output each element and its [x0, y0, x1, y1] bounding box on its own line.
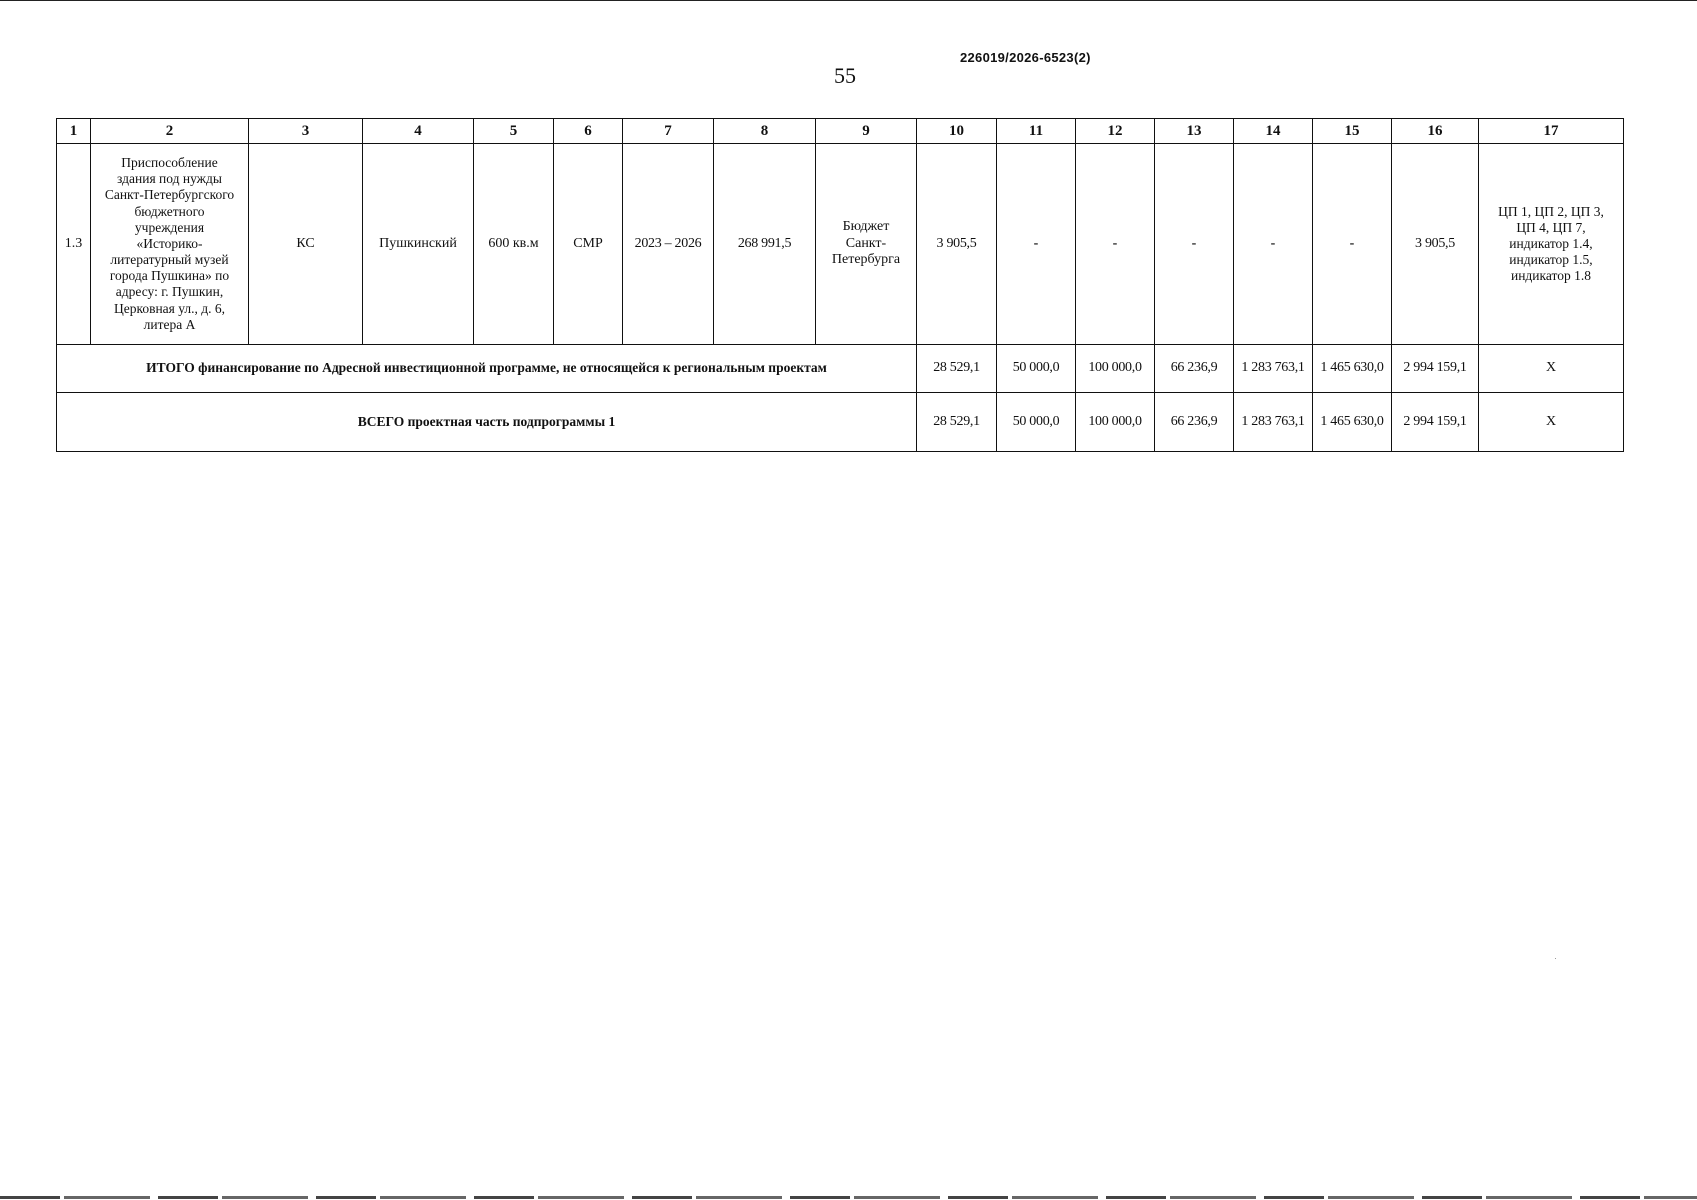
object-name-line: города Пушкина» по	[109, 268, 230, 284]
value-total: 3 905,5	[1392, 144, 1479, 345]
column-number: 13	[1155, 119, 1234, 144]
column-number: 4	[363, 119, 474, 144]
column-number: 15	[1313, 119, 1392, 144]
object-name-line: Церковная ул., д. 6,	[113, 300, 226, 316]
vsego-row	[57, 393, 1624, 452]
object-name-line: учреждения	[134, 219, 205, 235]
column-number: 17	[1479, 119, 1624, 144]
funding-source	[816, 144, 917, 345]
value-col-14: -	[1234, 144, 1313, 345]
object-name-line: бюджетного	[134, 203, 205, 219]
vsego-value: 2 994 159,1	[1392, 393, 1479, 452]
itogo-value: 1 283 763,1	[1234, 345, 1313, 393]
object-name-line: литературный музей	[110, 252, 229, 268]
vsego-label: ВСЕГО проектная часть подпрограммы 1	[57, 393, 917, 452]
column-number: 1	[57, 119, 91, 144]
value-col-11: -	[997, 144, 1076, 345]
funding-source-line: Петербурга	[831, 252, 901, 268]
itogo-value: 50 000,0	[997, 345, 1076, 393]
itogo-value: 2 994 159,1	[1392, 345, 1479, 393]
itogo-label: ИТОГО финансирование по Адресной инвестиционной программе, не относящейся к региональным проектам	[57, 345, 917, 393]
object-name	[91, 144, 249, 345]
table-row	[57, 144, 1624, 345]
object-type: КС	[249, 144, 363, 345]
vsego-value: 28 529,1	[917, 393, 997, 452]
itogo-value: 100 000,0	[1076, 345, 1155, 393]
funding-source-line: Санкт-	[845, 235, 887, 251]
itogo-row	[57, 345, 1624, 393]
document-number: 226019/2026-6523(2)	[960, 50, 1091, 65]
indicator-line: индикатор 1.4,	[1509, 235, 1593, 251]
value-col-15: -	[1313, 144, 1392, 345]
indicator-line: ЦП 4, ЦП 7,	[1516, 219, 1586, 235]
column-number: 7	[623, 119, 714, 144]
scan-speck	[1555, 958, 1556, 959]
indicator-line: индикатор 1.8	[1510, 268, 1591, 284]
object-name-line: адресу: г. Пушкин,	[115, 284, 224, 300]
itogo-value: 1 465 630,0	[1313, 345, 1392, 393]
object-name-line: Приспособление	[121, 154, 218, 170]
column-number-row	[57, 119, 1624, 144]
object-name-line: здания под нужды	[117, 171, 222, 187]
column-number: 5	[474, 119, 554, 144]
vsego-value: 50 000,0	[997, 393, 1076, 452]
column-number: 12	[1076, 119, 1155, 144]
column-number: 2	[91, 119, 249, 144]
page-top-edge	[0, 0, 1697, 1]
vsego-x-mark: Х	[1479, 393, 1624, 452]
estimated-cost: 268 991,5	[714, 144, 816, 345]
column-number: 10	[917, 119, 997, 144]
column-number: 16	[1392, 119, 1479, 144]
itogo-value: 66 236,9	[1155, 345, 1234, 393]
itogo-value: 28 529,1	[917, 345, 997, 393]
column-number: 3	[249, 119, 363, 144]
investment-program-table	[56, 118, 1624, 452]
work-type: СМР	[554, 144, 623, 345]
object-name-line: литера А	[143, 316, 196, 332]
vsego-value: 100 000,0	[1076, 393, 1155, 452]
column-number: 8	[714, 119, 816, 144]
page-number: 55	[834, 63, 856, 88]
vsego-value: 1 465 630,0	[1313, 393, 1392, 452]
funding-source-line: Бюджет	[842, 218, 890, 234]
capacity: 600 кв.м	[474, 144, 554, 345]
page-bottom-edge	[0, 1196, 1697, 1199]
column-number: 6	[554, 119, 623, 144]
column-number: 9	[816, 119, 917, 144]
vsego-value: 66 236,9	[1155, 393, 1234, 452]
itogo-x-mark: Х	[1479, 345, 1624, 393]
column-number: 14	[1234, 119, 1313, 144]
object-name-line: «Историко-	[136, 235, 203, 251]
value-col-10: 3 905,5	[917, 144, 997, 345]
column-number: 11	[997, 119, 1076, 144]
value-col-13: -	[1155, 144, 1234, 345]
vsego-value: 1 283 763,1	[1234, 393, 1313, 452]
value-col-12: -	[1076, 144, 1155, 345]
indicators	[1479, 144, 1624, 345]
period: 2023 – 2026	[623, 144, 714, 345]
row-number: 1.3	[57, 144, 91, 345]
district: Пушкинский	[363, 144, 474, 345]
indicator-line: ЦП 1, ЦП 2, ЦП 3,	[1498, 203, 1604, 219]
indicator-line: индикатор 1.5,	[1509, 252, 1593, 268]
object-name-line: Санкт-Петербургского	[104, 187, 235, 203]
